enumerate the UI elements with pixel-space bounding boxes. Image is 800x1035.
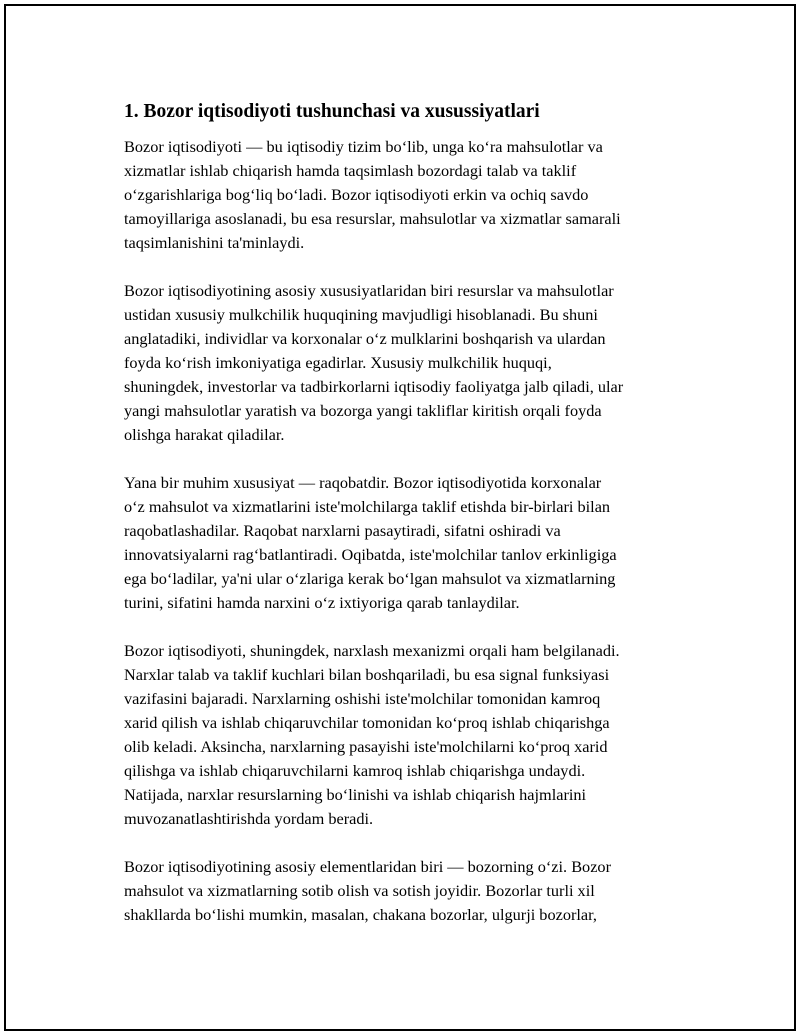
paragraph-line: olib keladi. Aksincha, narxlarning pasayishi iste'molchilarni ko‘proq xarid — [124, 737, 608, 756]
paragraph-line: xarid qilish va ishlab chiqaruvchilar tomonidan ko‘proq ishlab chiqarishga — [124, 713, 610, 732]
section-heading: 1. Bozor iqtisodiyoti tushunchasi va xusussiyatlari — [124, 101, 540, 122]
paragraph-5 — [120, 855, 700, 927]
paragraph-line: xizmatlar ishlab chiqarish hamda taqsimlash bozordagi talab va taklif — [124, 161, 577, 180]
paragraph-line: taqsimlanishini ta'minlaydi. — [124, 233, 305, 252]
document-body — [120, 98, 700, 951]
paragraph-line: Bozor iqtisodiyoti, shuningdek, narxlash mexanizmi orqali ham belgilanadi. — [124, 641, 620, 660]
paragraph-line: muvozanatlashtirishda yordam beradi. — [124, 809, 374, 828]
paragraph-4 — [120, 639, 700, 831]
paragraph-line: Bozor iqtisodiyotining asosiy elementlaridan biri — bozorning o‘zi. Bozor — [124, 857, 611, 876]
paragraph-line: Narxlar talab va taklif kuchlari bilan boshqariladi, bu esa signal funksiyasi — [124, 665, 610, 684]
paragraph-line: vazifasini bajaradi. Narxlarning oshishi iste'molchilar tomonidan kamroq — [124, 689, 601, 708]
paragraph-2 — [120, 279, 700, 447]
paragraph-line: shakllarda bo‘lishi mumkin, masalan, chakana bozorlar, ulgurji bozorlar, — [124, 905, 597, 924]
paragraph-3 — [120, 471, 700, 615]
paragraph-line: qilishga va ishlab chiqaruvchilarni kamroq ishlab chiqarishga undaydi. — [124, 761, 586, 780]
paragraph-line: ega bo‘ladilar, ya'ni ular o‘zlariga kerak bo‘lgan mahsulot va xizmatlarning — [124, 569, 616, 588]
paragraph-line: yangi mahsulotlar yaratish va bozorga yangi takliflar kiritish orqali foyda — [124, 401, 602, 420]
paragraph-line: shuningdek, investorlar va tadbirkorlarni iqtisodiy faoliyatga jalb qiladi, ular — [124, 377, 624, 396]
paragraph-line: Bozor iqtisodiyoti — bu iqtisodiy tizim bo‘lib, unga ko‘ra mahsulotlar va — [124, 137, 603, 156]
paragraph-line: anglatadiki, individlar va korxonalar o‘z mulklarini boshqarish va ulardan — [124, 329, 606, 348]
paragraph-line: o‘z mahsulot va xizmatlarini iste'molchilarga taklif etishda bir-birlari bilan — [124, 497, 611, 516]
paragraph-line: Bozor iqtisodiyotining asosiy xususiyatlaridan biri resurslar va mahsulotlar — [124, 281, 614, 300]
paragraph-line: Natijada, narxlar resurslarning bo‘linishi va ishlab chiqarish hajmlarini — [124, 785, 587, 804]
page-frame — [4, 4, 796, 1031]
paragraph-line: ustidan xususiy mulkchilik huquqining mavjudligi hisoblanadi. Bu shuni — [124, 305, 598, 324]
paragraph-line: innovatsiyalarni rag‘batlantiradi. Oqibatda, iste'molchilar tanlov erkinligiga — [124, 545, 617, 564]
paragraph-line: mahsulot va xizmatlarning sotib olish va sotish joyidir. Bozorlar turli xil — [124, 881, 595, 900]
paragraph-list — [120, 135, 700, 927]
paragraph-line: tamoyillariga asoslanadi, bu esa resurslar, mahsulotlar va xizmatlar samarali — [124, 209, 621, 228]
paragraph-line: o‘zgarishlariga bog‘liq bo‘ladi. Bozor iqtisodiyoti erkin va ochiq savdo — [124, 185, 589, 204]
paragraph-line: olishga harakat qiladilar. — [124, 425, 285, 444]
paragraph-line: foyda ko‘rish imkoniyatiga egadirlar. Xususiy mulkchilik huquqi, — [124, 353, 552, 372]
paragraph-1 — [120, 135, 700, 255]
paragraph-line: raqobatlashadilar. Raqobat narxlarni pasaytiradi, sifatni oshiradi va — [124, 521, 561, 540]
paragraph-line: turini, sifatini hamda narxini o‘z ixtiyoriga qarab tanlaydilar. — [124, 593, 520, 612]
paragraph-line: Yana bir muhim xususiyat — raqobatdir. Bozor iqtisodiyotida korxonalar — [124, 473, 602, 492]
